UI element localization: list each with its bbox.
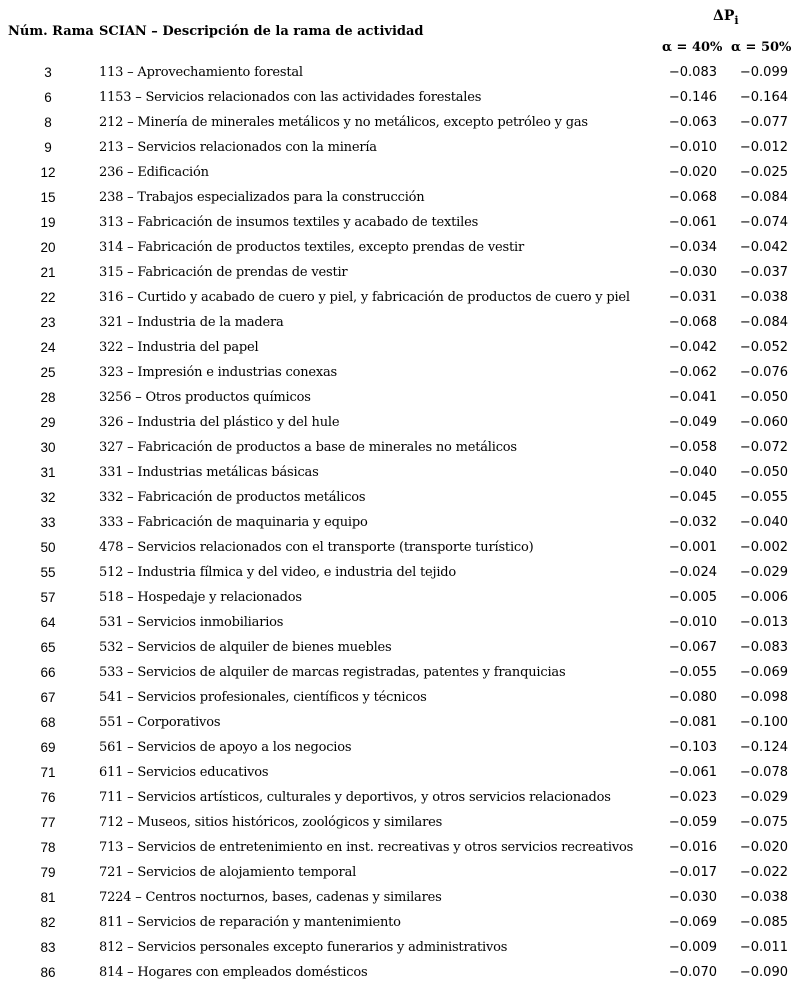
table-row (0, 361, 797, 386)
table-row (0, 911, 797, 936)
row-description: 313 – Fabricación de insumos textiles y acabado de textiles (99, 215, 479, 230)
value-alpha-50: −0.042 (739, 240, 788, 255)
value-alpha-40: −0.017 (668, 865, 717, 880)
value-alpha-40: −0.009 (668, 940, 717, 955)
row-description: 316 – Curtido y acabado de cuero y piel, y fabricación de productos de cuero y piel (99, 290, 630, 305)
table-row (0, 661, 797, 686)
value-alpha-40: −0.041 (668, 390, 717, 405)
row-number: 66 (40, 665, 56, 680)
row-description: 113 – Aprovechamiento forestal (99, 65, 303, 80)
value-alpha-50: −0.006 (739, 590, 788, 605)
value-alpha-50: −0.074 (739, 215, 788, 230)
row-description: 711 – Servicios artísticos, culturales y deportivos, y otros servicios relacionados (99, 790, 611, 805)
value-alpha-50: −0.100 (739, 715, 788, 730)
row-number: 79 (40, 865, 56, 880)
row-description: 551 – Corporativos (99, 715, 221, 730)
row-description: 213 – Servicios relacionados con la minería (99, 140, 377, 155)
value-alpha-50: −0.069 (739, 665, 788, 680)
value-alpha-40: −0.005 (668, 590, 717, 605)
value-alpha-40: −0.058 (668, 440, 717, 455)
row-number: 69 (40, 740, 56, 755)
header-alpha-40: α = 40% (662, 40, 723, 55)
row-number: 12 (40, 165, 56, 180)
value-alpha-50: −0.052 (739, 340, 788, 355)
table-row (0, 686, 797, 711)
row-description: 327 – Fabricación de productos a base de minerales no metálicos (99, 440, 517, 455)
delta-p-subscript: i (734, 13, 739, 27)
row-number: 29 (40, 415, 56, 430)
row-number: 9 (44, 140, 52, 155)
row-number: 78 (40, 840, 56, 855)
value-alpha-40: −0.062 (668, 365, 717, 380)
table-row (0, 861, 797, 886)
table-row (0, 261, 797, 286)
value-alpha-40: −0.034 (668, 240, 717, 255)
table-row (0, 86, 797, 111)
header-delta-p (713, 8, 739, 27)
row-description: 721 – Servicios de alojamiento temporal (99, 865, 357, 880)
table-row (0, 961, 797, 986)
value-alpha-50: −0.050 (739, 465, 788, 480)
row-description: 713 – Servicios de entretenimiento en inst. recreativas y otros servicios recreativos (99, 840, 634, 855)
row-description: 7224 – Centros nocturnos, bases, cadenas y similares (99, 890, 442, 905)
value-alpha-50: −0.011 (739, 940, 788, 955)
value-alpha-50: −0.090 (739, 965, 788, 980)
row-description: 512 – Industria fílmica y del video, e industria del tejido (99, 565, 457, 580)
value-alpha-40: −0.030 (668, 265, 717, 280)
table-row (0, 711, 797, 736)
value-alpha-40: −0.059 (668, 815, 717, 830)
table-row (0, 311, 797, 336)
value-alpha-40: −0.020 (668, 165, 717, 180)
row-number: 64 (40, 615, 56, 630)
row-number: 3 (44, 65, 52, 80)
value-alpha-50: −0.020 (739, 840, 788, 855)
table-row (0, 611, 797, 636)
header-description: SCIAN – Descripción de la rama de actividad (99, 24, 424, 39)
table-row (0, 61, 797, 86)
value-alpha-40: −0.031 (668, 290, 717, 305)
value-alpha-50: −0.164 (739, 90, 788, 105)
row-number: 19 (40, 215, 56, 230)
row-number: 30 (40, 440, 56, 455)
table-body (0, 61, 797, 986)
row-description: 314 – Fabricación de productos textiles, excepto prendas de vestir (99, 240, 524, 255)
value-alpha-50: −0.076 (739, 365, 788, 380)
table-row (0, 836, 797, 861)
row-number: 8 (44, 115, 52, 130)
value-alpha-50: −0.099 (739, 65, 788, 80)
row-number: 83 (40, 940, 56, 955)
value-alpha-40: −0.023 (668, 790, 717, 805)
value-alpha-50: −0.029 (739, 565, 788, 580)
row-number: 55 (40, 565, 56, 580)
row-description: 812 – Servicios personales excepto funerarios y administrativos (99, 940, 508, 955)
value-alpha-40: −0.055 (668, 665, 717, 680)
row-description: 533 – Servicios de alquiler de marcas registradas, patentes y franquicias (99, 665, 566, 680)
row-description: 611 – Servicios educativos (99, 765, 269, 780)
row-description: 518 – Hospedaje y relacionados (99, 590, 302, 605)
row-number: 20 (40, 240, 56, 255)
row-number: 22 (40, 290, 56, 305)
value-alpha-50: −0.002 (739, 540, 788, 555)
row-number: 31 (40, 465, 56, 480)
row-number: 65 (40, 640, 56, 655)
value-alpha-40: −0.081 (668, 715, 717, 730)
value-alpha-50: −0.012 (739, 140, 788, 155)
row-number: 50 (40, 540, 56, 555)
value-alpha-50: −0.124 (739, 740, 788, 755)
value-alpha-40: −0.068 (668, 315, 717, 330)
value-alpha-50: −0.060 (739, 415, 788, 430)
row-number: 76 (40, 790, 56, 805)
value-alpha-50: −0.083 (739, 640, 788, 655)
value-alpha-40: −0.080 (668, 690, 717, 705)
value-alpha-50: −0.038 (739, 890, 788, 905)
value-alpha-50: −0.055 (739, 490, 788, 505)
value-alpha-50: −0.085 (739, 915, 788, 930)
value-alpha-50: −0.040 (739, 515, 788, 530)
value-alpha-40: −0.103 (668, 740, 717, 755)
value-alpha-40: −0.042 (668, 340, 717, 355)
row-number: 25 (40, 365, 56, 380)
delta-p-label: ΔP (713, 8, 735, 24)
table-row (0, 211, 797, 236)
table-row (0, 761, 797, 786)
row-number: 77 (40, 815, 56, 830)
value-alpha-40: −0.045 (668, 490, 717, 505)
value-alpha-40: −0.010 (668, 615, 717, 630)
row-description: 814 – Hogares con empleados domésticos (99, 965, 368, 980)
value-alpha-40: −0.049 (668, 415, 717, 430)
table-row (0, 511, 797, 536)
table-row (0, 786, 797, 811)
row-description: 323 – Impresión e industrias conexas (99, 365, 338, 380)
value-alpha-40: −0.061 (668, 215, 717, 230)
row-number: 81 (40, 890, 56, 905)
header-num-rama: Núm. Rama (8, 24, 94, 39)
value-alpha-40: −0.068 (668, 190, 717, 205)
row-number: 32 (40, 490, 56, 505)
table-row (0, 536, 797, 561)
table-row (0, 111, 797, 136)
value-alpha-40: −0.069 (668, 915, 717, 930)
row-description: 712 – Museos, sitios históricos, zoológicos y similares (99, 815, 443, 830)
table-row (0, 161, 797, 186)
table-row (0, 236, 797, 261)
row-number: 28 (40, 390, 56, 405)
value-alpha-40: −0.024 (668, 565, 717, 580)
value-alpha-50: −0.078 (739, 765, 788, 780)
value-alpha-50: −0.077 (739, 115, 788, 130)
value-alpha-40: −0.067 (668, 640, 717, 655)
table-row (0, 936, 797, 961)
row-description: 238 – Trabajos especializados para la construcción (99, 190, 425, 205)
table-row (0, 736, 797, 761)
row-description: 561 – Servicios de apoyo a los negocios (99, 740, 352, 755)
value-alpha-50: −0.084 (739, 315, 788, 330)
row-number: 21 (40, 265, 56, 280)
value-alpha-40: −0.040 (668, 465, 717, 480)
value-alpha-40: −0.001 (668, 540, 717, 555)
row-number: 33 (40, 515, 56, 530)
row-number: 24 (40, 340, 56, 355)
table-row (0, 561, 797, 586)
value-alpha-40: −0.063 (668, 115, 717, 130)
row-description: 532 – Servicios de alquiler de bienes muebles (99, 640, 392, 655)
row-description: 333 – Fabricación de maquinaria y equipo (99, 515, 368, 530)
value-alpha-50: −0.029 (739, 790, 788, 805)
header-alpha-50: α = 50% (731, 40, 792, 55)
value-alpha-50: −0.098 (739, 690, 788, 705)
row-number: 71 (40, 765, 56, 780)
table-row (0, 636, 797, 661)
value-alpha-50: −0.075 (739, 815, 788, 830)
table-row (0, 136, 797, 161)
table-row (0, 586, 797, 611)
row-description: 332 – Fabricación de productos metálicos (99, 490, 366, 505)
value-alpha-50: −0.050 (739, 390, 788, 405)
row-description: 3256 – Otros productos químicos (99, 390, 311, 405)
value-alpha-40: −0.070 (668, 965, 717, 980)
row-number: 82 (40, 915, 56, 930)
value-alpha-50: −0.025 (739, 165, 788, 180)
row-description: 236 – Edificación (99, 165, 209, 180)
table-row (0, 386, 797, 411)
table-row (0, 461, 797, 486)
row-number: 6 (44, 90, 52, 105)
row-number: 23 (40, 315, 56, 330)
value-alpha-40: −0.032 (668, 515, 717, 530)
value-alpha-40: −0.010 (668, 140, 717, 155)
value-alpha-40: −0.061 (668, 765, 717, 780)
value-alpha-40: −0.146 (668, 90, 717, 105)
row-number: 67 (40, 690, 56, 705)
value-alpha-50: −0.084 (739, 190, 788, 205)
table-row (0, 436, 797, 461)
value-alpha-50: −0.037 (739, 265, 788, 280)
row-number: 68 (40, 715, 56, 730)
table-row (0, 411, 797, 436)
row-description: 315 – Fabricación de prendas de vestir (99, 265, 348, 280)
value-alpha-50: −0.022 (739, 865, 788, 880)
row-description: 322 – Industria del papel (99, 340, 259, 355)
table-row (0, 811, 797, 836)
row-description: 212 – Minería de minerales metálicos y no metálicos, excepto petróleo y gas (99, 115, 588, 130)
row-description: 331 – Industrias metálicas básicas (99, 465, 319, 480)
value-alpha-40: −0.030 (668, 890, 717, 905)
row-number: 86 (40, 965, 56, 980)
row-description: 478 – Servicios relacionados con el transporte (transporte turístico) (99, 540, 534, 555)
row-number: 57 (40, 590, 56, 605)
table-row (0, 286, 797, 311)
table-row (0, 186, 797, 211)
value-alpha-50: −0.072 (739, 440, 788, 455)
value-alpha-40: −0.083 (668, 65, 717, 80)
row-description: 531 – Servicios inmobiliarios (99, 615, 284, 630)
row-number: 15 (40, 190, 56, 205)
row-description: 321 – Industria de la madera (99, 315, 284, 330)
value-alpha-40: −0.016 (668, 840, 717, 855)
table-row (0, 336, 797, 361)
table-row (0, 486, 797, 511)
table-row (0, 886, 797, 911)
value-alpha-50: −0.038 (739, 290, 788, 305)
row-description: 541 – Servicios profesionales, científicos y técnicos (99, 690, 427, 705)
row-description: 326 – Industria del plástico y del hule (99, 415, 340, 430)
value-alpha-50: −0.013 (739, 615, 788, 630)
row-description: 1153 – Servicios relacionados con las actividades forestales (99, 90, 482, 105)
row-description: 811 – Servicios de reparación y mantenimiento (99, 915, 401, 930)
